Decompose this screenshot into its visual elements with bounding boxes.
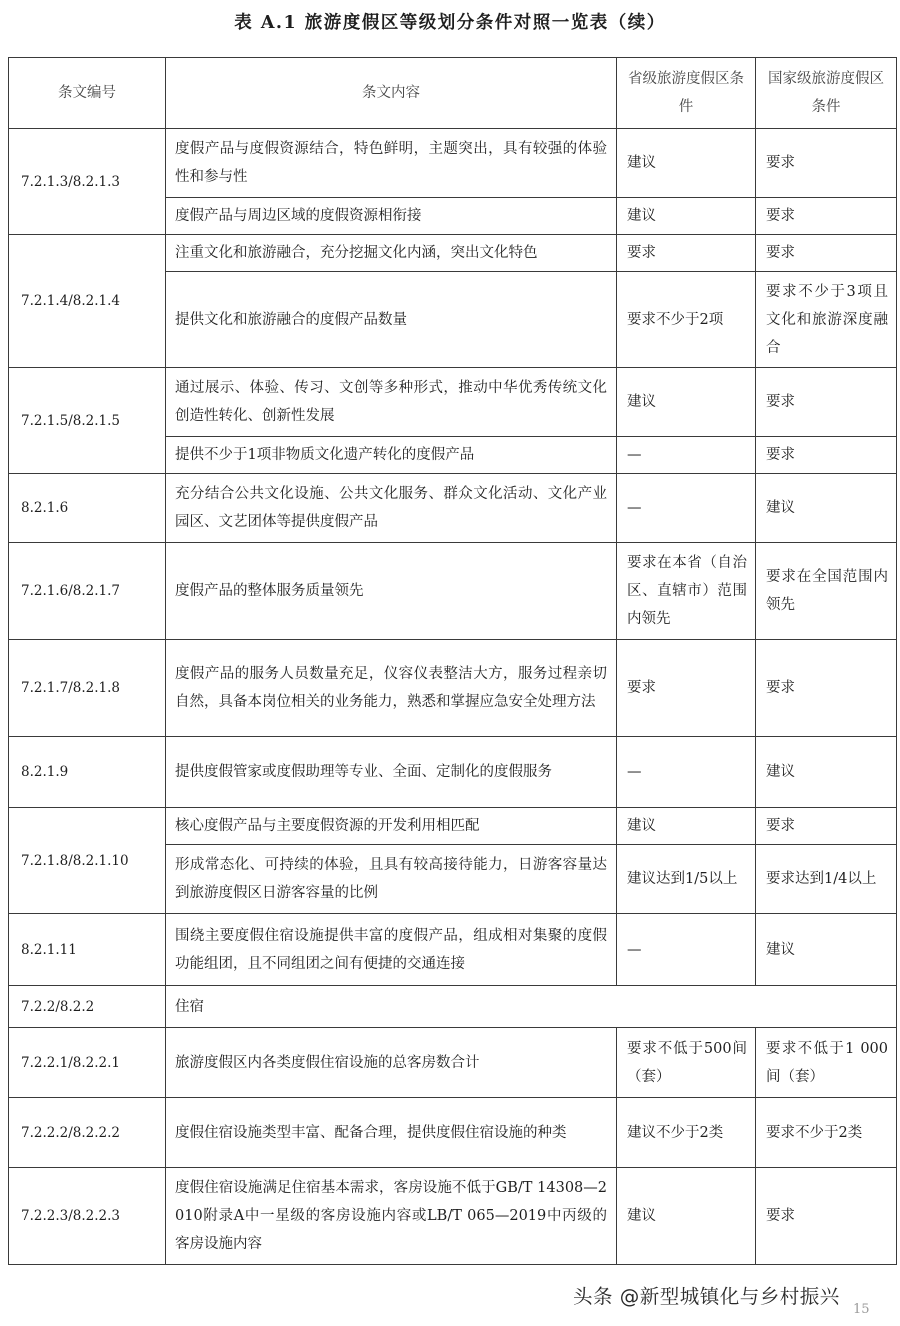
clause-content: 充分结合公共文化设施、公共文化服务、群众文化活动、文化产业园区、文艺团体等提供度假产品 — [166, 474, 617, 543]
provincial-condition: 要求 — [617, 640, 756, 737]
table-section-row — [9, 986, 897, 1028]
clause-content: 度假产品与度假资源结合，特色鲜明，主题突出，具有较强的体验性和参与性 — [166, 129, 617, 198]
table-row — [9, 1028, 897, 1098]
clause-content: 度假产品与周边区域的度假资源相衔接 — [166, 198, 617, 235]
table-row — [9, 1168, 897, 1265]
clause-id: 7.2.1.8/8.2.1.10 — [9, 808, 166, 914]
clause-id: 7.2.2/8.2.2 — [9, 986, 166, 1028]
clause-id: 8.2.1.11 — [9, 914, 166, 986]
clause-id: 7.2.1.6/8.2.1.7 — [9, 543, 166, 640]
table-title: 表 A.1 旅游度假区等级划分条件对照一览表（续） — [234, 13, 666, 33]
clause-id: 7.2.1.3/8.2.1.3 — [9, 129, 166, 235]
table-row — [9, 368, 897, 437]
clause-content: 提供度假管家或度假助理等专业、全面、定制化的度假服务 — [166, 737, 617, 808]
watermark-text: 头条 @新型城镇化与乡村振兴 — [573, 1285, 840, 1308]
clause-content: 围绕主要度假住宿设施提供丰富的度假产品，组成相对集聚的度假功能组团，且不同组团之间有便捷的交通连接 — [166, 914, 617, 986]
section-heading: 住宿 — [166, 986, 897, 1028]
table-row — [9, 129, 897, 198]
table-row — [9, 1098, 897, 1168]
header-clause-no: 条文编号 — [9, 58, 166, 129]
national-condition: 要求 — [756, 808, 897, 845]
table-row — [9, 543, 897, 640]
clause-content: 度假住宿设施类型丰富、配备合理，提供度假住宿设施的种类 — [166, 1098, 617, 1168]
clause-content: 度假产品的服务人员数量充足，仪容仪表整洁大方，服务过程亲切自然，具备本岗位相关的业务能力，熟悉和掌握应急安全处理方法 — [166, 640, 617, 737]
provincial-condition: — — [617, 914, 756, 986]
provincial-condition: 要求 — [617, 235, 756, 272]
clause-content: 度假住宿设施满足住宿基本需求，客房设施不低于GB/T 14308—2010附录A中一星级的客房设施内容或LB/T 065—2019中丙级的客房设施内容 — [166, 1168, 617, 1265]
provincial-condition: — — [617, 437, 756, 474]
clause-id: 7.2.1.7/8.2.1.8 — [9, 640, 166, 737]
clause-content: 形成常态化、可持续的体验，且具有较高接待能力，日游客容量达到旅游度假区日游客容量的比例 — [166, 845, 617, 914]
clause-id: 7.2.1.5/8.2.1.5 — [9, 368, 166, 474]
clause-content: 注重文化和旅游融合，充分挖掘文化内涵，突出文化特色 — [166, 235, 617, 272]
national-condition: 要求 — [756, 640, 897, 737]
provincial-condition: 要求不少于2项 — [617, 272, 756, 368]
clause-id: 7.2.1.4/8.2.1.4 — [9, 235, 166, 368]
national-condition: 建议 — [756, 737, 897, 808]
national-condition: 要求不少于3项且文化和旅游深度融合 — [756, 272, 897, 368]
table-row — [9, 640, 897, 737]
clause-id: 8.2.1.6 — [9, 474, 166, 543]
page-number: 15 — [853, 1302, 870, 1317]
provincial-condition: 要求在本省（自治区、直辖市）范围内领先 — [617, 543, 756, 640]
clause-content: 提供文化和旅游融合的度假产品数量 — [166, 272, 617, 368]
provincial-condition: 建议达到1/5以上 — [617, 845, 756, 914]
provincial-condition: — — [617, 474, 756, 543]
national-condition: 要求 — [756, 1168, 897, 1265]
clause-id: 7.2.2.1/8.2.2.1 — [9, 1028, 166, 1098]
header-national: 国家级旅游度假区条件 — [756, 58, 897, 129]
table-header-row — [9, 58, 897, 129]
comparison-table — [8, 57, 897, 1265]
national-condition: 要求 — [756, 437, 897, 474]
header-provincial: 省级旅游度假区条件 — [617, 58, 756, 129]
provincial-condition: 建议不少于2类 — [617, 1098, 756, 1168]
national-condition: 要求 — [756, 198, 897, 235]
national-condition: 要求 — [756, 235, 897, 272]
national-condition: 要求在全国范围内领先 — [756, 543, 897, 640]
clause-content: 旅游度假区内各类度假住宿设施的总客房数合计 — [166, 1028, 617, 1098]
clause-id: 7.2.2.3/8.2.2.3 — [9, 1168, 166, 1265]
national-condition: 要求 — [756, 368, 897, 437]
clause-content: 通过展示、体验、传习、文创等多种形式，推动中华优秀传统文化创造性转化、创新性发展 — [166, 368, 617, 437]
table-row — [9, 808, 897, 845]
provincial-condition: 建议 — [617, 198, 756, 235]
provincial-condition: — — [617, 737, 756, 808]
provincial-condition: 要求不低于500间（套） — [617, 1028, 756, 1098]
national-condition: 要求不少于2类 — [756, 1098, 897, 1168]
clause-id: 8.2.1.9 — [9, 737, 166, 808]
provincial-condition: 建议 — [617, 368, 756, 437]
provincial-condition: 建议 — [617, 129, 756, 198]
national-condition: 要求达到1/4以上 — [756, 845, 897, 914]
table-row — [9, 737, 897, 808]
provincial-condition: 建议 — [617, 808, 756, 845]
clause-content: 度假产品的整体服务质量领先 — [166, 543, 617, 640]
national-condition: 建议 — [756, 914, 897, 986]
national-condition: 要求 — [756, 129, 897, 198]
clause-id: 7.2.2.2/8.2.2.2 — [9, 1098, 166, 1168]
table-row — [9, 474, 897, 543]
provincial-condition: 建议 — [617, 1168, 756, 1265]
clause-content: 核心度假产品与主要度假资源的开发利用相匹配 — [166, 808, 617, 845]
national-condition: 建议 — [756, 474, 897, 543]
clause-content: 提供不少于1项非物质文化遗产转化的度假产品 — [166, 437, 617, 474]
table-row — [9, 914, 897, 986]
national-condition: 要求不低于1 000间（套） — [756, 1028, 897, 1098]
header-content: 条文内容 — [166, 58, 617, 129]
table-row — [9, 235, 897, 272]
